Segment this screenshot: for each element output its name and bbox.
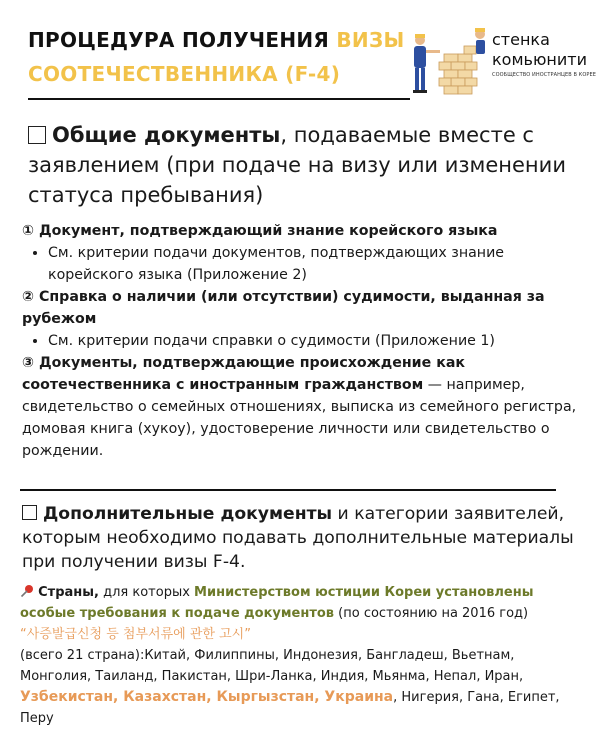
logo <box>492 30 587 70</box>
logo-line2: комьюнити <box>492 50 587 69</box>
item3-title: ③ Документы, подтверждающие происхождение как соотечественника с иностранным гражданством <box>22 355 466 393</box>
title-underline <box>28 98 410 100</box>
general-heading-bold: Общие документы <box>52 123 281 147</box>
page-title-line2: СООТЕЧЕСТВЕННИКА (F-4) <box>28 62 341 86</box>
general-documents-heading <box>28 120 580 210</box>
logo-line1: стенка <box>492 30 550 49</box>
countries-mid: для которых <box>98 585 195 600</box>
additional-heading-rest: и категории заявителей, которым необходимо подавать дополнительные материалы при получении визы F-4. <box>22 504 574 572</box>
logo-subtitle: СООБЩЕСТВО ИНОСТРАНЦЕВ В КОРЕЕ <box>492 72 596 78</box>
item3-rest: — например, свидетельство о семейных отношениях, выписка из семейного регистра, домовая книга (хукоу), удостоверение личности или свидетельство о рождении. <box>22 377 577 459</box>
countries-list-end: , Нигерия, Гана, Египет, Перу <box>20 690 560 726</box>
item1-bullet: • См. критерии подачи документов, подтверждающих знание корейского языка (Приложение 2) <box>48 242 582 286</box>
additional-heading-bold: Дополнительные документы <box>43 504 333 524</box>
general-documents-list <box>22 220 582 462</box>
item2-title: ② Справка о наличии (или отсутствии) судимости, выданная за рубежом <box>22 289 545 327</box>
countries-paragraph <box>20 582 585 729</box>
item2-bullet: • См. критерии подачи справки о судимости (Приложение 1) <box>48 330 582 352</box>
page-title-line1 <box>28 28 405 52</box>
item1-title: ① Документ, подтверждающий знание корейского языка <box>22 223 498 239</box>
checkbox-square-icon <box>22 505 37 520</box>
title-accent: ВИЗЫ <box>336 28 405 52</box>
additional-documents-heading <box>22 502 582 574</box>
pushpin-icon <box>20 584 34 598</box>
highlighted-countries: Узбекистан, Казахстан, Кыргызстан, Украина <box>20 689 394 705</box>
countries-list-start: (всего 21 страна):Китай, Филиппины, Индонезия, Бангладеш, Вьетнам, Монголия, Таиланд, Пакистан, Шри-Ланка, Индия, Мьянма, Непал, Иран, <box>20 648 524 684</box>
general-heading-rest: , подаваемые вместе с заявлением (при подаче на визу или изменении статуса пребывания) <box>28 123 566 207</box>
checkbox-square-icon <box>28 126 46 144</box>
korean-notice-title: “사증발급신청 등 첨부서류에 관한 고시” <box>20 627 251 642</box>
countries-label: Страны, <box>38 585 99 600</box>
title-part1: ПРОЦЕДУРА ПОЛУЧЕНИЯ <box>28 28 337 52</box>
date-note: (по состоянию на 2016 год) <box>334 606 529 621</box>
section-divider <box>20 489 556 491</box>
ministry-text: Министерством юстиции Кореи установлены особые требования к подаче документов <box>20 585 534 621</box>
builders-illustration-icon <box>406 24 492 104</box>
